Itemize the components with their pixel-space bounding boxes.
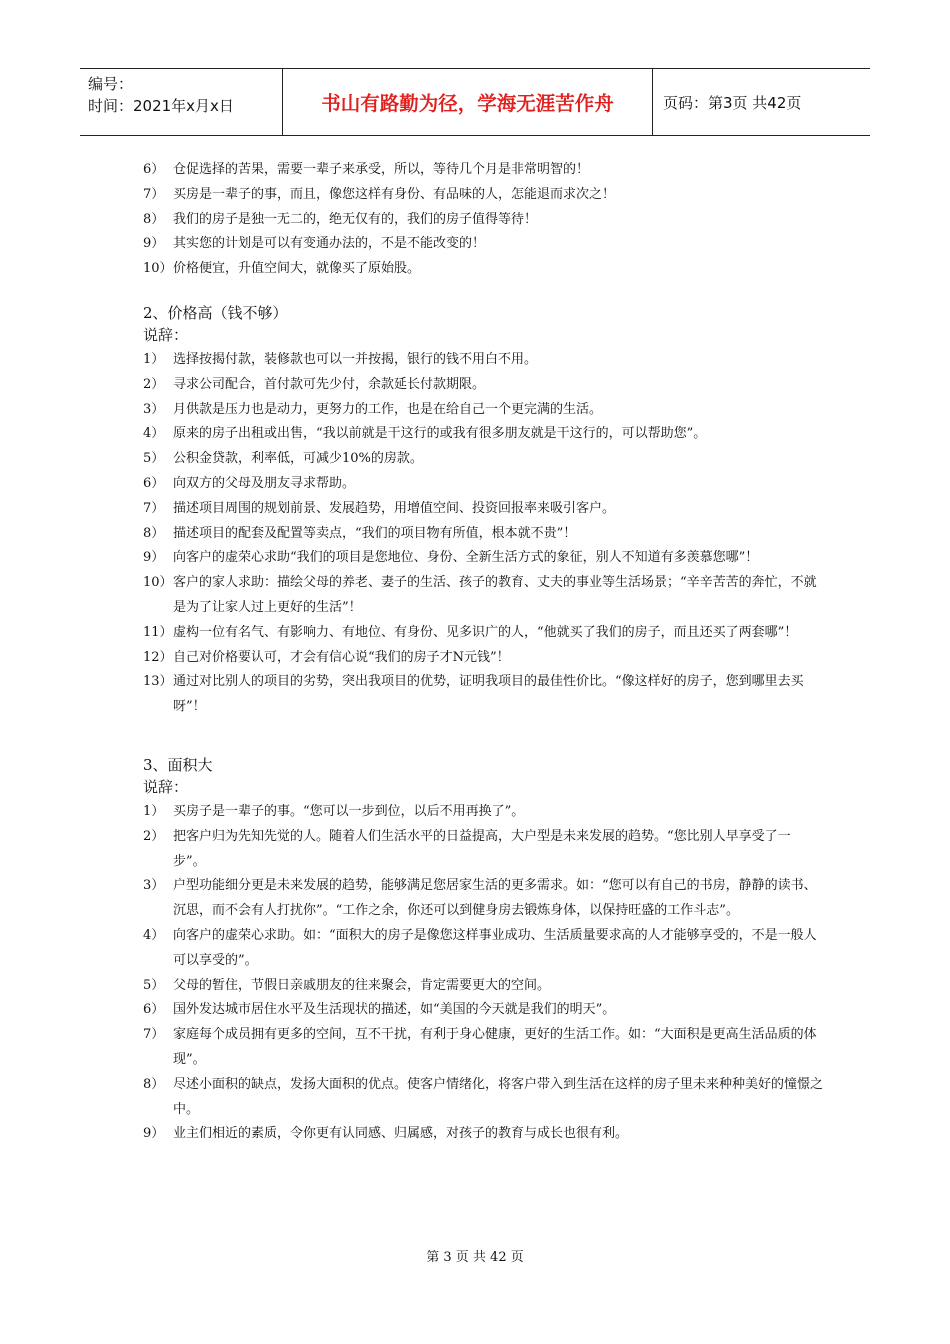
list-item: [143, 974, 823, 999]
item-text: 其实您的计划是可以有变通办法的，不是不能改变的！: [173, 236, 486, 252]
date-label: 时间：2021年x月x日: [88, 97, 234, 115]
item-number: 4）: [143, 927, 165, 943]
item-number: 10）: [143, 575, 173, 591]
list-item: [143, 472, 823, 497]
item-text: 客户的家人求助：描绘父母的养老、妻子的生活、孩子的教育、丈夫的事业等生活场景；“辛辛苦苦的奔忙，不就是为了让家人过上更好的生活”！: [173, 575, 817, 615]
item-text: 买房子是一辈子的事。“您可以一步到位，以后不用再换了”。: [173, 803, 525, 819]
list-item: [143, 158, 823, 183]
item-number: 3）: [143, 878, 165, 894]
list-item: [143, 800, 823, 825]
list-item: [143, 522, 823, 547]
list-item: [143, 924, 823, 974]
list-item: [143, 183, 823, 208]
item-number: 8）: [143, 525, 165, 541]
item-number: 11）: [143, 624, 173, 640]
item-text: 把客户归为先知先觉的人。随着人们生活水平的日益提高，大户型是未来发展的趋势。“您比别人早享受了一步”。: [173, 828, 791, 869]
list-item: [143, 546, 823, 571]
item-number: 7）: [143, 186, 165, 202]
list-item: [143, 670, 823, 720]
item-text: 我们的房子是独一无二的，绝无仅有的，我们的房子值得等待！: [173, 211, 538, 227]
number-label: 编号：: [88, 75, 134, 93]
item-number: 4）: [143, 426, 165, 442]
list-item: [143, 1073, 823, 1123]
item-text: 仓促选择的苦果，需要一辈子来承受，所以，等待几个月是非常明智的！: [173, 162, 590, 177]
list-item: [143, 998, 823, 1023]
item-number: 9）: [143, 236, 165, 252]
item-text: 父母的暂住，节假日亲戚朋友的往来聚会，肯定需要更大的空间。: [173, 977, 551, 993]
list-item: [143, 257, 823, 282]
page-footer: 第 3 页 共 42 页: [426, 1250, 524, 1265]
item-number: 5）: [143, 977, 165, 993]
item-number: 8）: [143, 211, 165, 227]
list-item: [143, 232, 823, 257]
item-number: 5）: [143, 451, 165, 467]
item-text: 自己对价格要认可，才会有信心说“我们的房子才N元钱”！: [173, 649, 510, 665]
item-text: 公积金贷款，利率低，可减少10%的房款。: [173, 451, 423, 467]
item-text: 向客户的虚荣心求助。如：“面积大的房子是像您这样事业成功、生活质量要求高的人才能够享受的，不是一般人可以享受的”。: [173, 927, 817, 968]
item-text: 买房是一辈子的事，而且，像您这样有身份、有品味的人，怎能退而求次之！: [173, 186, 616, 202]
item-text: 虚构一位有名气、有影响力、有地位、有身份、见多识广的人，“他就买了我们的房子，而且还买了两套哪”！: [173, 624, 798, 640]
item-number: 2）: [143, 828, 165, 844]
section-price: [143, 302, 823, 720]
list-item: [143, 621, 823, 646]
item-number: 13）: [143, 674, 173, 690]
item-text: 价格便宜，升值空间大，就像买了原始股。: [173, 261, 421, 277]
item-number: 1）: [143, 351, 165, 367]
item-number: 10）: [143, 261, 173, 277]
list-item: [143, 208, 823, 233]
item-number: 7）: [143, 1027, 165, 1043]
item-number: 7）: [143, 500, 165, 516]
header-motto: 书山有路勤为径，学海无涯苦作舟: [283, 69, 653, 135]
item-text: 选择按揭付款，装修款也可以一并按揭，银行的钱不用白不用。: [173, 351, 538, 367]
item-text: 月供款是压力也是动力，更努力的工作，也是在给自己一个更完满的生活。: [173, 401, 603, 417]
item-text: 寻求公司配合，首付款可先少付，余款延长付款期限。: [173, 376, 486, 392]
page-header: [80, 68, 870, 136]
section-subtitle: 说辞：: [143, 777, 189, 796]
item-text: 原来的房子出租或出售，“我以前就是干这行的或我有很多朋友就是干这行的，可以帮助您”。: [173, 426, 707, 442]
header-meta: [80, 69, 283, 135]
item-number: 1）: [143, 803, 165, 819]
item-text: 向双方的父母及朋友寻求帮助。: [173, 475, 356, 491]
header-page-label: 页码：第3页 共42页: [663, 93, 802, 112]
list-item: [143, 422, 823, 447]
section-subtitle: 说辞：: [143, 325, 189, 344]
list-item: [143, 1023, 823, 1073]
section-area: [143, 754, 823, 1147]
intro-list: [143, 158, 823, 282]
item-text: 通过对比别人的项目的劣势，突出我项目的优势，证明我项目的最佳性价比。“像这样好的房子，您到哪里去买呀”！: [173, 674, 804, 715]
list-item: [143, 398, 823, 423]
item-number: 6）: [143, 1002, 165, 1018]
list-item: [143, 825, 823, 875]
list-item: [143, 1122, 823, 1147]
list-item: [143, 571, 823, 621]
item-text: 向客户的虚荣心求助“我们的项目是您地位、身份、全新生活方式的象征，别人不知道有多羡慕您哪”！: [173, 550, 759, 566]
item-number: 2）: [143, 376, 165, 392]
item-number: 9）: [143, 1126, 165, 1142]
item-number: 6）: [143, 162, 165, 177]
item-number: 9）: [143, 550, 165, 566]
item-text: 国外发达城市居住水平及生活现状的描述，如“美国的今天就是我们的明天”。: [173, 1002, 616, 1018]
document-body: [143, 158, 823, 1147]
item-text: 描述项目周围的规划前景、发展趋势，用增值空间、投资回报率来吸引客户。: [173, 500, 616, 516]
item-text: 尽述小面积的缺点，发扬大面积的优点。使客户情绪化，将客户带入到生活在这样的房子里未来种种美好的憧憬之中。: [173, 1076, 824, 1117]
section-title: 2、价格高（钱不够）: [143, 303, 288, 322]
item-number: 3）: [143, 401, 165, 417]
item-number: 8）: [143, 1076, 165, 1092]
list-item: [143, 447, 823, 472]
item-number: 12）: [143, 649, 173, 665]
list-item: [143, 646, 823, 671]
list-item: [143, 348, 823, 373]
item-text: 家庭每个成员拥有更多的空间，互不干扰，有利于身心健康，更好的生活工作。如：“大面积是更高生活品质的体现”。: [173, 1027, 817, 1067]
item-text: 描述项目的配套及配置等卖点，“我们的项目物有所值，根本就不贵”！: [173, 525, 577, 541]
section-title: 3、面积大: [143, 755, 213, 774]
item-text: 户型功能细分更是未来发展的趋势，能够满足您居家生活的更多需求。如：“您可以有自己的书房，静静的读书、沉思，而不会有人打扰你”。“工作之余，你还可以到健身房去锻炼身体，以保持旺盛的工作斗志”。: [173, 878, 817, 919]
item-text: 业主们相近的素质，令你更有认同感、归属感，对孩子的教育与成长也很有利。: [173, 1126, 629, 1142]
list-item: [143, 373, 823, 398]
list-item: [143, 497, 823, 522]
item-number: 6）: [143, 475, 165, 491]
list-item: [143, 874, 823, 924]
